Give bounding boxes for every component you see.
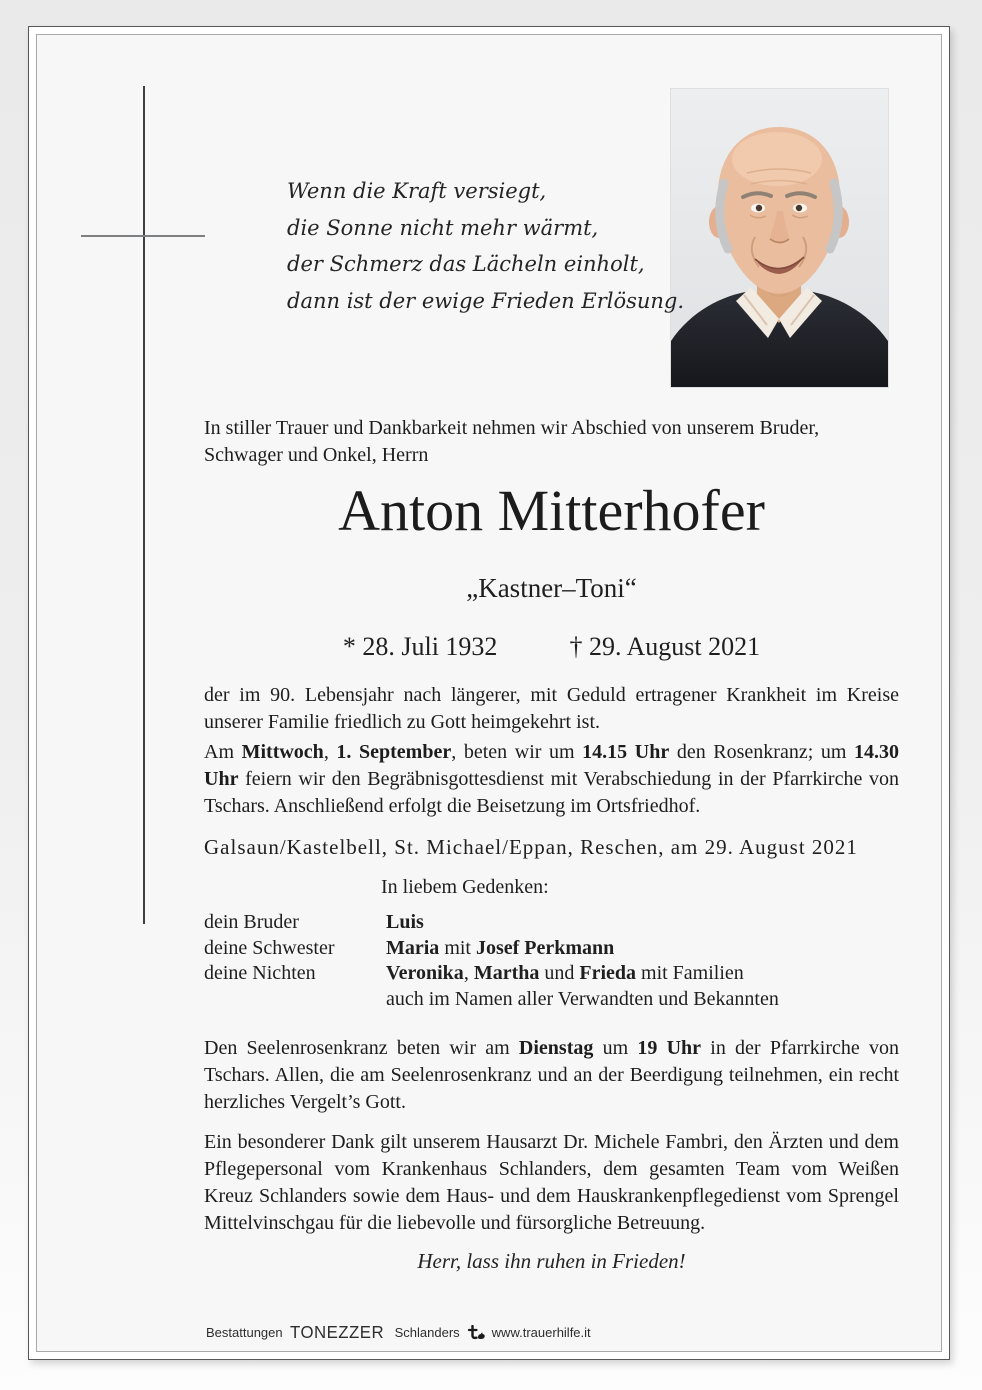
- poem: [287, 173, 707, 319]
- funeral-home-brand: TONEZZER: [289, 1322, 384, 1342]
- trauerhilfe-logo-icon: [467, 1325, 485, 1341]
- birth-date: * 28. Juli 1932: [342, 632, 498, 661]
- mourners-list: [204, 910, 899, 1012]
- intro-text: In stiller Trauer und Dankbarkeit nehmen wir Abschied von unserem Bruder, Schwager und Onkel, Herrn: [204, 417, 820, 466]
- poem-line: dann ist der ewige Frieden Erlösung.: [287, 288, 685, 313]
- paragraph-passing: der im 90. Lebensjahr nach längerer, mit Geduld ertragener Krankheit im Kreise unserer Familie friedlich zu Gott heimgekehrt ist.: [204, 684, 899, 733]
- mourner-row: [204, 961, 899, 987]
- mourner-names: Veronika, Martha und Frieda mit Familien: [386, 962, 744, 984]
- life-dates: [204, 632, 899, 662]
- funeral-home-location: Schlanders: [394, 1325, 460, 1340]
- closing-prayer-line: Herr, lass ihn ruhen in Frieden!: [417, 1249, 686, 1273]
- mourner-row: [204, 936, 899, 962]
- paragraph-thanks: Ein besonderer Dank gilt unserem Hausarzt Dr. Michele Fambri, den Ärzten und dem Pflegepersonal vom Krankenhaus Schlanders, dem gesamten Team vom Weißen Kreuz Schlanders sowie dem Haus- und dem Hauskrankenpflegedienst vom Sprengel Mittelvinschgau für die liebevolle und fürsorgliche Betreuung.: [204, 1131, 899, 1234]
- website-text: www.trauerhilfe.it: [491, 1325, 591, 1340]
- mourner-row: [204, 987, 899, 1013]
- death-date: † 29. August 2021: [569, 632, 761, 661]
- mourner-names: auch im Namen aller Verwandten und Bekannten: [386, 987, 779, 1010]
- mourner-relation: deine Schwester: [204, 936, 335, 959]
- paragraph-funeral-service: Am Mittwoch, 1. September, beten wir um 14.15 Uhr den Rosenkranz; um 14.30 Uhr feiern wir den Begräbnisgottesdienst mit Verabschiedung in der Pfarrkirche von Tschars. Anschließend erfolgt die Beisetzung im Ortsfriedhof.: [204, 741, 900, 817]
- funeral-home-label: Bestattungen: [206, 1325, 283, 1340]
- places-date-line: Galsaun/Kastelbell, St. Michael/Eppan, Reschen, am 29. August 2021: [204, 835, 858, 859]
- memorial-cross-horizontal-line: [81, 235, 205, 237]
- memorial-cross-vertical-line: [143, 86, 145, 924]
- mourner-row: [204, 910, 899, 936]
- mourner-relation: [204, 987, 386, 1013]
- mourner-relation: dein Bruder: [204, 911, 299, 933]
- deceased-nickname: „Kastner–Toni“: [466, 573, 637, 603]
- footer: [206, 1322, 591, 1343]
- poem-line: der Schmerz das Lächeln einholt,: [287, 252, 645, 276]
- paragraph-rosary: Den Seelenrosenkranz beten wir am Dienstag um 19 Uhr in der Pfarrkirche von Tschars. Allen, die am Seelenrosenkranz und an der Beerdigung teilnehmen, ein recht herzliches Vergelt’s Gott.: [204, 1037, 899, 1113]
- mourner-relation: deine Nichten: [204, 962, 316, 984]
- mourner-names: Luis: [386, 911, 424, 933]
- poem-line: die Sonne nicht mehr wärmt,: [287, 215, 599, 240]
- deceased-name: Anton Mitterhofer: [338, 478, 765, 543]
- obituary-card: [28, 26, 950, 1360]
- remembrance-heading: In liebem Gedenken:: [381, 876, 549, 898]
- mourner-names: Maria mit Josef Perkmann: [386, 936, 615, 959]
- poem-line: Wenn die Kraft versiegt,: [287, 179, 547, 203]
